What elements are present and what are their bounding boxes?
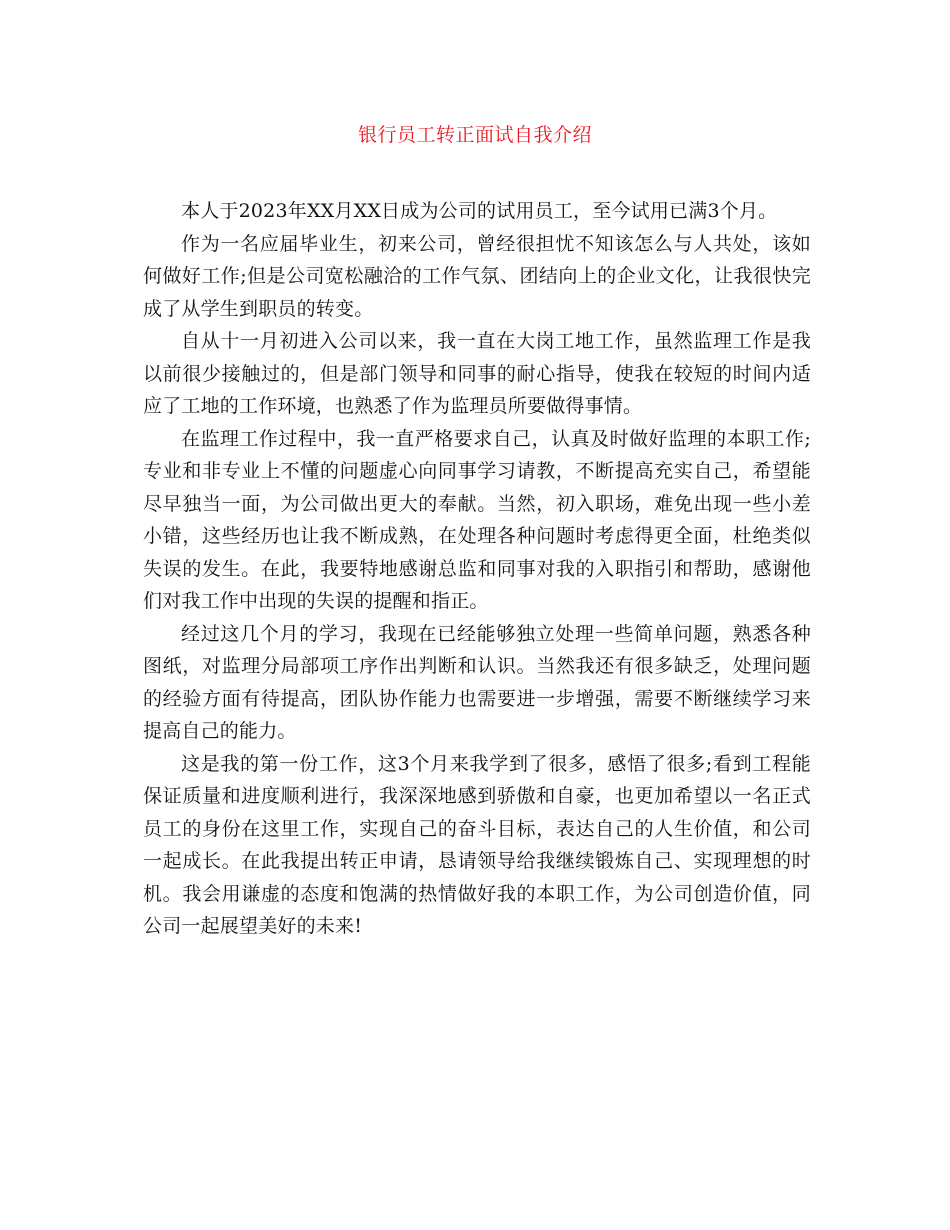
paragraph-learning: 经过这几个月的学习，我现在已经能够独立处理一些简单问题，熟悉各种图纸，对监理分局部项工序作出判断和认识。当然我还有很多缺乏，处理问题的经验方面有待提高，团队协作能力也需要进一步增强，需要不断继续学习来提高自己的能力。: [143, 622, 811, 742]
paragraph-conclusion: 这是我的第一份工作，这3个月来我学到了很多，感悟了很多;看到工程能保证质量和进度顺利进行，我深深地感到骄傲和自豪，也更加希望以一名正式员工的身份在这里工作，实现自己的奋斗目标，表达自己的人生价值，和公司一起成长。在此我提出转正申请，恳请领导给我继续锻炼自己、实现理想的时机。我会用谦虚的态度和饱满的热情做好我的本职工作，为公司创造价值，同公司一起展望美好的未来!: [143, 752, 811, 937]
paragraph-intro: 本人于2023年XX月XX日成为公司的试用员工，至今试用已满3个月。: [181, 200, 778, 222]
paragraph-site-work: 自从十一月初进入公司以来，我一直在大岗工地工作，虽然监理工作是我以前很少接触过的，但是部门领导和同事的耐心指导，使我在较短的时间内适应了工地的工作环境，也熟悉了作为监理员所要做得事情。: [143, 330, 811, 417]
paragraph-work-process: 在监理工作过程中，我一直严格要求自己，认真及时做好监理的本职工作;专业和非专业上不懂的问题虚心向同事学习请教，不断提高充实自己，希望能尽早独当一面，为公司做出更大的奉献。当然，初入职场，难免出现一些小差小错，这些经历也让我不断成熟，在处理各种问题时考虑得更全面，杜绝类似失误的发生。在此，我要特地感谢总监和同事对我的入职指引和帮助，感谢他们对我工作中出现的失误的提醒和指正。: [143, 427, 811, 612]
paragraph-adaptation: 作为一名应届毕业生，初来公司，曾经很担忧不知该怎么与人共处，该如何做好工作;但是公司宽松融洽的工作气氛、团结向上的企业文化，让我很快完成了从学生到职员的转变。: [143, 232, 811, 320]
document-body: [143, 195, 811, 943]
document-title: 银行员工转正面试自我介绍: [357, 124, 592, 146]
